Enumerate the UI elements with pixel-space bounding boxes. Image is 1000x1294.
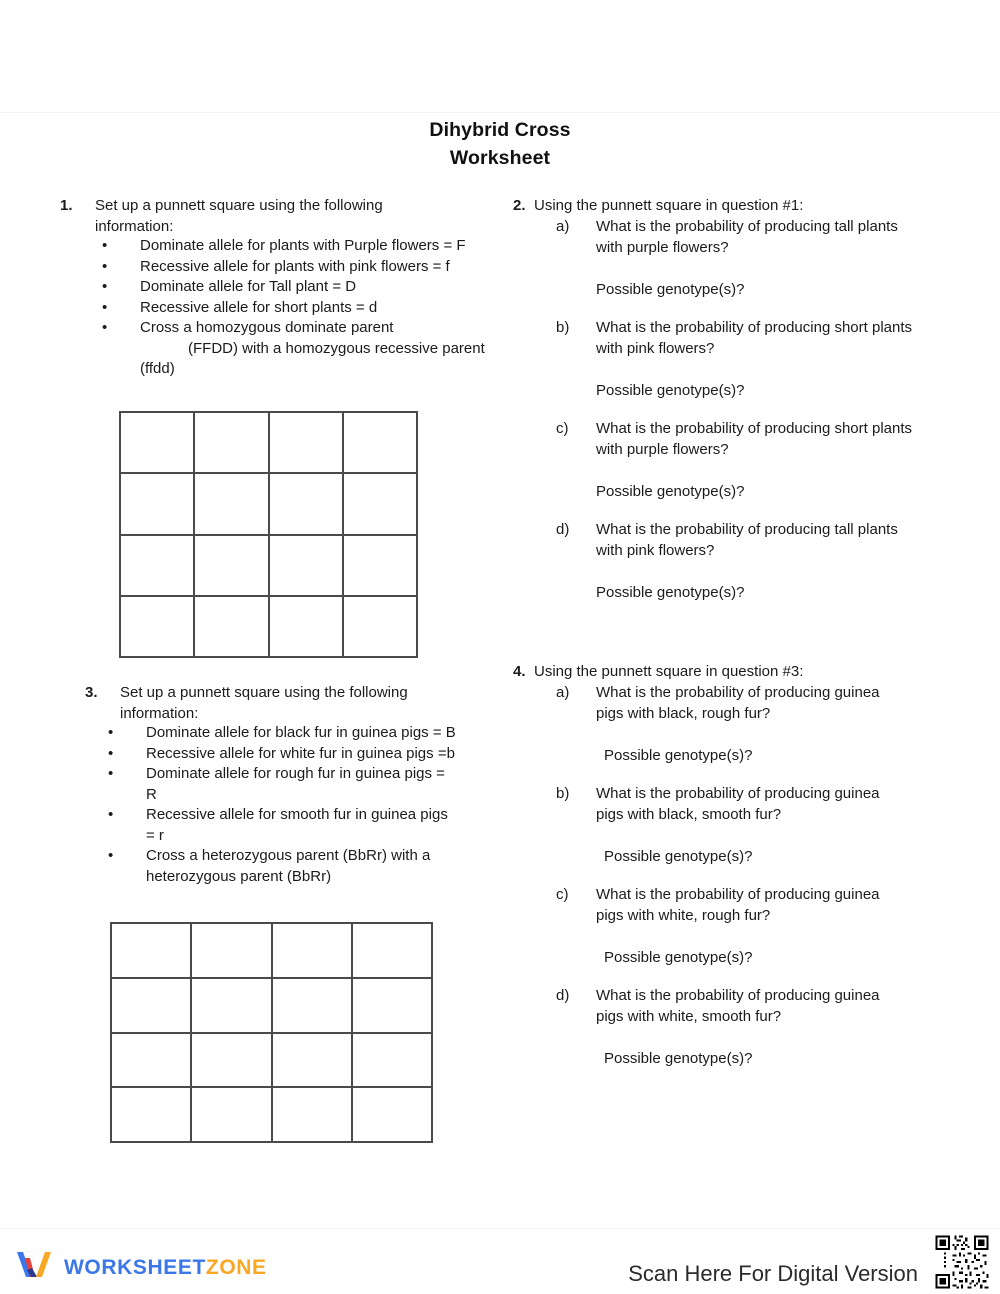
page-top-edge <box>0 112 1000 113</box>
page-title <box>0 116 1000 172</box>
bullet-dot-icon: • <box>102 298 108 316</box>
question-4-part-b <box>556 783 956 867</box>
punnett-cell[interactable] <box>344 597 418 658</box>
question-4-stem: Using the punnett square in question #3: <box>534 663 804 680</box>
list-item <box>106 744 506 765</box>
scan-here-text: Scan Here For Digital Version <box>628 1261 918 1286</box>
part-text-line-2: pigs with white, rough fur? <box>596 907 771 924</box>
question-3-bullet-list <box>106 723 506 887</box>
question-2-stem: Using the punnett square in question #1: <box>534 197 804 214</box>
part-text <box>596 985 956 1027</box>
punnett-cell[interactable] <box>192 979 272 1034</box>
worksheet-zone-mark-icon <box>14 1248 54 1287</box>
question-3-stem <box>120 682 460 724</box>
punnett-cell[interactable] <box>273 1034 353 1089</box>
genotype-prompt: Possible genotype(s)? <box>596 382 745 399</box>
part-text <box>596 682 956 724</box>
punnett-cell[interactable] <box>353 924 433 979</box>
punnett-cell[interactable] <box>112 924 192 979</box>
part-label: d) <box>556 987 570 1004</box>
question-2-part-b <box>556 317 956 401</box>
part-label: a) <box>556 218 570 235</box>
punnett-cell[interactable] <box>273 1088 353 1143</box>
question-3-bullet-3-wrap: R <box>146 785 157 803</box>
question-4-part-a <box>556 682 956 766</box>
part-text <box>596 884 956 926</box>
genotype-prompt: Possible genotype(s)? <box>604 1050 753 1067</box>
list-item <box>100 298 500 319</box>
question-2-part-a <box>556 216 956 300</box>
punnett-square-2[interactable] <box>110 922 433 1143</box>
part-label: d) <box>556 521 570 538</box>
part-text-line-1: What is the probability of producing tall plants <box>596 521 898 538</box>
part-text-line-1: What is the probability of producing guinea <box>596 785 880 802</box>
punnett-cell[interactable] <box>192 924 272 979</box>
list-item <box>106 846 506 887</box>
part-label: c) <box>556 886 569 903</box>
punnett-cell[interactable] <box>353 1088 433 1143</box>
genotype-prompt: Possible genotype(s)? <box>604 848 753 865</box>
question-1-cross-line-3: (ffdd) <box>140 360 175 377</box>
part-label: c) <box>556 420 569 437</box>
part-text <box>596 317 956 359</box>
punnett-cell[interactable] <box>112 1034 192 1089</box>
page-bottom-edge <box>0 1228 1000 1229</box>
list-item <box>100 277 500 298</box>
question-1-cross-line-2: (FFDD) with a homozygous recessive parent <box>188 339 485 357</box>
punnett-cell[interactable] <box>192 1088 272 1143</box>
question-3-cross-line-2: heterozygous parent (BbRr) <box>146 867 332 885</box>
part-text-line-2: with pink flowers? <box>596 542 715 559</box>
bullet-dot-icon: • <box>102 319 108 336</box>
qr-code-icon[interactable] <box>931 1231 993 1293</box>
brand-word-worksheet: WORKSHEET <box>64 1255 206 1279</box>
punnett-cell[interactable] <box>344 413 418 474</box>
punnett-cell[interactable] <box>121 413 195 474</box>
part-text <box>596 418 956 460</box>
punnett-cell[interactable] <box>195 474 269 535</box>
part-text <box>596 216 956 258</box>
part-text-line-2: pigs with black, smooth fur? <box>596 806 782 823</box>
bullet-dot-icon: • <box>102 257 108 275</box>
title-line-1: Dihybrid Cross <box>429 119 571 141</box>
punnett-cell[interactable] <box>344 474 418 535</box>
question-4-number: 4. <box>513 663 526 680</box>
question-1-bullet-list <box>100 236 500 380</box>
bullet-dot-icon: • <box>108 806 114 823</box>
question-4-part-d <box>556 985 956 1069</box>
punnett-cell[interactable] <box>195 536 269 597</box>
punnett-cell[interactable] <box>344 536 418 597</box>
question-1-stem <box>95 195 425 237</box>
question-3-bullet-1: Dominate allele for black fur in guinea pigs = B <box>146 724 456 741</box>
question-1-bullet-1: Dominate allele for plants with Purple flowers = F <box>140 237 466 254</box>
punnett-cell[interactable] <box>192 1034 272 1089</box>
punnett-cell[interactable] <box>121 536 195 597</box>
bullet-dot-icon: • <box>108 744 114 762</box>
title-line-2: Worksheet <box>449 147 551 169</box>
question-1-stem-line-2: information: <box>95 218 174 235</box>
genotype-prompt: Possible genotype(s)? <box>596 281 745 298</box>
question-3-number: 3. <box>85 684 98 701</box>
part-text-line-2: with pink flowers? <box>596 340 715 357</box>
bullet-dot-icon: • <box>102 237 108 254</box>
question-1-stem-line-1: Set up a punnett square using the following <box>95 197 383 214</box>
part-text-line-1: What is the probability of producing short plants <box>596 319 913 336</box>
punnett-cell[interactable] <box>270 597 344 658</box>
bullet-dot-icon: • <box>102 278 108 295</box>
footer <box>0 1234 1000 1294</box>
question-3-bullet-3: Dominate allele for rough fur in guinea pigs = <box>146 765 445 782</box>
part-text-line-1: What is the probability of producing short plants <box>596 420 913 437</box>
bullet-dot-icon: • <box>108 765 114 782</box>
question-3-cross-line-1: Cross a heterozygous parent (BbRr) with a <box>146 847 431 864</box>
worksheet-zone-logo[interactable] <box>14 1248 267 1287</box>
list-item <box>100 318 500 380</box>
part-label: b) <box>556 785 570 802</box>
genotype-prompt: Possible genotype(s)? <box>596 584 745 601</box>
part-text-line-2: pigs with black, rough fur? <box>596 705 771 722</box>
question-3-stem-line-2: information: <box>120 705 199 722</box>
list-item <box>100 257 500 278</box>
question-3-bullet-2: Recessive allele for white fur in guinea pigs =b <box>146 744 455 762</box>
brand-word-zone: ZONE <box>205 1255 267 1279</box>
list-item <box>106 805 506 846</box>
part-label: b) <box>556 319 570 336</box>
bullet-dot-icon: • <box>108 847 114 864</box>
part-text-line-1: What is the probability of producing guinea <box>596 684 880 701</box>
punnett-cell[interactable] <box>195 413 269 474</box>
part-text-line-1: What is the probability of producing guinea <box>596 886 880 903</box>
question-2-part-d <box>556 519 956 603</box>
question-1-bullet-3: Dominate allele for Tall plant = D <box>140 278 357 295</box>
question-4-part-c <box>556 884 956 968</box>
punnett-cell[interactable] <box>112 979 192 1034</box>
part-text <box>596 783 956 825</box>
part-text-line-1: What is the probability of producing tall plants <box>596 218 898 235</box>
list-item <box>106 723 506 744</box>
punnett-cell[interactable] <box>270 413 344 474</box>
punnett-cell[interactable] <box>195 597 269 658</box>
question-1-cross-line-1: Cross a homozygous dominate parent <box>140 319 394 336</box>
question-2-number: 2. <box>513 197 526 214</box>
bullet-dot-icon: • <box>108 724 114 741</box>
question-3-stem-line-1: Set up a punnett square using the following <box>120 684 408 701</box>
part-text <box>596 519 956 561</box>
punnett-cell[interactable] <box>270 474 344 535</box>
question-3-bullet-4: Recessive allele for smooth fur in guinea pigs <box>146 806 448 823</box>
list-item <box>106 764 506 805</box>
part-text-line-2: with purple flowers? <box>596 441 729 458</box>
genotype-prompt: Possible genotype(s)? <box>604 949 753 966</box>
question-1-number: 1. <box>60 197 73 214</box>
part-text-line-2: pigs with white, smooth fur? <box>596 1008 782 1025</box>
list-item <box>100 236 500 257</box>
part-label: a) <box>556 684 570 701</box>
question-1-bullet-2: Recessive allele for plants with pink flowers = f <box>140 257 450 275</box>
part-text-line-1: What is the probability of producing guinea <box>596 987 880 1004</box>
question-2-part-c <box>556 418 956 502</box>
punnett-cell[interactable] <box>270 536 344 597</box>
punnett-cell[interactable] <box>121 474 195 535</box>
question-1-bullet-4: Recessive allele for short plants = d <box>140 298 378 316</box>
punnett-cell[interactable] <box>273 924 353 979</box>
punnett-square-1[interactable] <box>119 411 418 658</box>
punnett-cell[interactable] <box>353 979 433 1034</box>
worksheet-zone-wordmark <box>64 1256 267 1280</box>
punnett-cell[interactable] <box>353 1034 433 1089</box>
genotype-prompt: Possible genotype(s)? <box>596 483 745 500</box>
punnett-cell[interactable] <box>273 979 353 1034</box>
punnett-cell[interactable] <box>112 1088 192 1143</box>
genotype-prompt: Possible genotype(s)? <box>604 747 753 764</box>
question-3-bullet-4-wrap: = r <box>146 826 164 844</box>
punnett-cell[interactable] <box>121 597 195 658</box>
part-text-line-2: with purple flowers? <box>596 239 729 256</box>
